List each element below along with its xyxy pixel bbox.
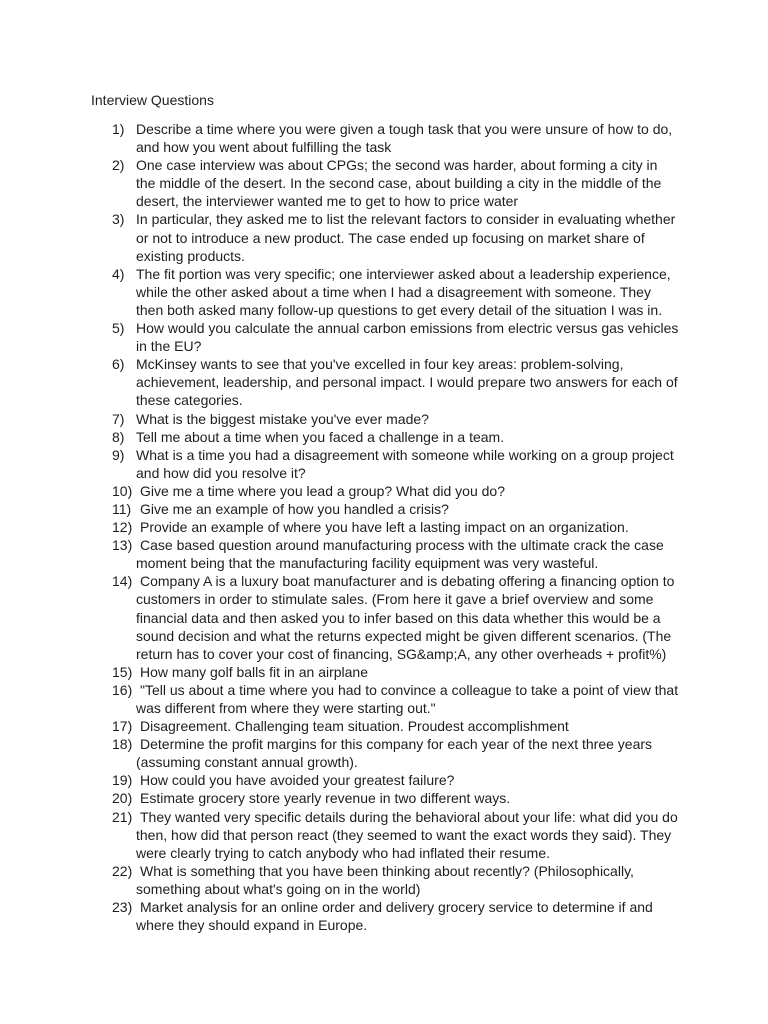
question-number: 6): [112, 356, 125, 373]
question-item: [0, 500, 768, 518]
question-text: Tell me about a time when you faced a challenge in a team.: [136, 428, 505, 445]
question-number: 23): [112, 899, 133, 916]
question-item: [0, 518, 768, 536]
question-number: 3): [112, 211, 125, 228]
question-number: 14): [112, 573, 133, 590]
question-item: [0, 120, 768, 156]
question-text: What is a time you had a disagreement with someone while working on a group project and how did you resolve it?: [136, 446, 674, 481]
question-list: [0, 120, 768, 934]
question-text: Give me an example of how you handled a crisis?: [140, 500, 449, 517]
question-number: 5): [112, 320, 125, 337]
question-item: [0, 862, 768, 898]
question-text: In particular, they asked me to list the relevant factors to consider in evaluating whether or not to introduce a new product. The case ended up focusing on market share of existing products.: [136, 211, 676, 264]
question-item: [0, 319, 768, 355]
question-text: Estimate grocery store yearly revenue in two different ways.: [140, 790, 511, 807]
question-text: They wanted very specific details during the behavioral about your life: what did you do then, how did that person react (they seemed to want the exact words they said). They were clearly trying to catch anybody who had inflated their resume.: [136, 808, 678, 861]
question-number: 8): [112, 428, 125, 445]
question-number: 2): [112, 157, 125, 174]
question-item: [0, 572, 768, 662]
question-number: 17): [112, 718, 133, 735]
question-text: Provide an example of where you have left a lasting impact on an organization.: [140, 519, 629, 536]
question-number: 9): [112, 446, 125, 463]
question-number: 10): [112, 482, 133, 499]
question-text: The fit portion was very specific; one interviewer asked about a leadership experience, while the other asked about a time when I had a disagreement with someone. They then both asked many follow-up questions to get every detail of the situation I was in.: [136, 265, 671, 318]
question-number: 13): [112, 537, 133, 554]
question-text: Market analysis for an online order and delivery grocery service to determine if and where they should expand in Europe.: [136, 899, 653, 934]
question-item: [0, 446, 768, 482]
question-item: [0, 482, 768, 500]
question-item: [0, 717, 768, 735]
question-item: [0, 771, 768, 789]
question-number: 18): [112, 736, 133, 753]
question-item: [0, 681, 768, 717]
question-item: [0, 735, 768, 771]
question-number: 22): [112, 862, 133, 879]
question-item: [0, 410, 768, 428]
question-text: Describe a time where you were given a tough task that you were unsure of how to do, and how you went about fulfilling the task: [136, 121, 673, 156]
question-number: 15): [112, 663, 133, 680]
question-text: Give me a time where you lead a group? What did you do?: [140, 482, 505, 499]
question-text: What is the biggest mistake you've ever made?: [136, 410, 429, 427]
question-number: 4): [112, 265, 125, 282]
question-number: 21): [112, 808, 133, 825]
question-number: 1): [112, 121, 125, 137]
question-item: [0, 355, 768, 409]
question-item: [0, 210, 768, 264]
question-text: "Tell us about a time where you had to convince a colleague to take a point of view that was different from where they were starting out.": [136, 681, 679, 716]
question-item: [0, 536, 768, 572]
question-item: [0, 898, 768, 934]
question-number: 12): [112, 519, 133, 536]
question-text: How many golf balls fit in an airplane: [140, 663, 369, 680]
page-title: Interview Questions: [91, 92, 214, 108]
question-item: [0, 428, 768, 446]
question-text: Case based question around manufacturing process with the ultimate crack the case moment being that the manufacturing facility equipment was very wasteful.: [136, 537, 664, 572]
question-item: [0, 808, 768, 862]
question-text: Disagreement. Challenging team situation. Proudest accomplishment: [140, 718, 569, 735]
question-number: 16): [112, 681, 133, 698]
question-number: 7): [112, 410, 125, 427]
question-number: 19): [112, 772, 133, 789]
question-text: Determine the profit margins for this company for each year of the next three years (assuming constant annual growth).: [136, 736, 653, 771]
question-item: [0, 156, 768, 210]
question-text: How would you calculate the annual carbon emissions from electric versus gas vehicles in the EU?: [136, 320, 679, 355]
question-number: 11): [112, 500, 132, 517]
question-item: [0, 265, 768, 319]
question-item: [0, 789, 768, 807]
question-text: How could you have avoided your greatest failure?: [140, 772, 455, 789]
question-text: What is something that you have been thinking about recently? (Philosophically, something about what's going on in the world): [136, 862, 634, 897]
question-number: 20): [112, 790, 133, 807]
question-item: [0, 663, 768, 681]
question-text: One case interview was about CPGs; the second was harder, about forming a city in the middle of the desert. In the second case, about building a city in the middle of the desert, the interviewer wanted me to get to how to price water: [136, 157, 662, 210]
question-text: Company A is a luxury boat manufacturer and is debating offering a financing option to customers in order to stimulate sales. (From here it gave a brief overview and some financial data and then asked you to infer based on this data whether this would be a sound decision and what the returns expected might be given different scenarios. (The return has to cover your cost of financing, SG&amp;A, any other overheads + profit%): [136, 573, 675, 662]
question-text: McKinsey wants to see that you've excelled in four key areas: problem-solving, achievement, leadership, and personal impact. I would prepare two answers for each of these categories.: [136, 356, 678, 409]
